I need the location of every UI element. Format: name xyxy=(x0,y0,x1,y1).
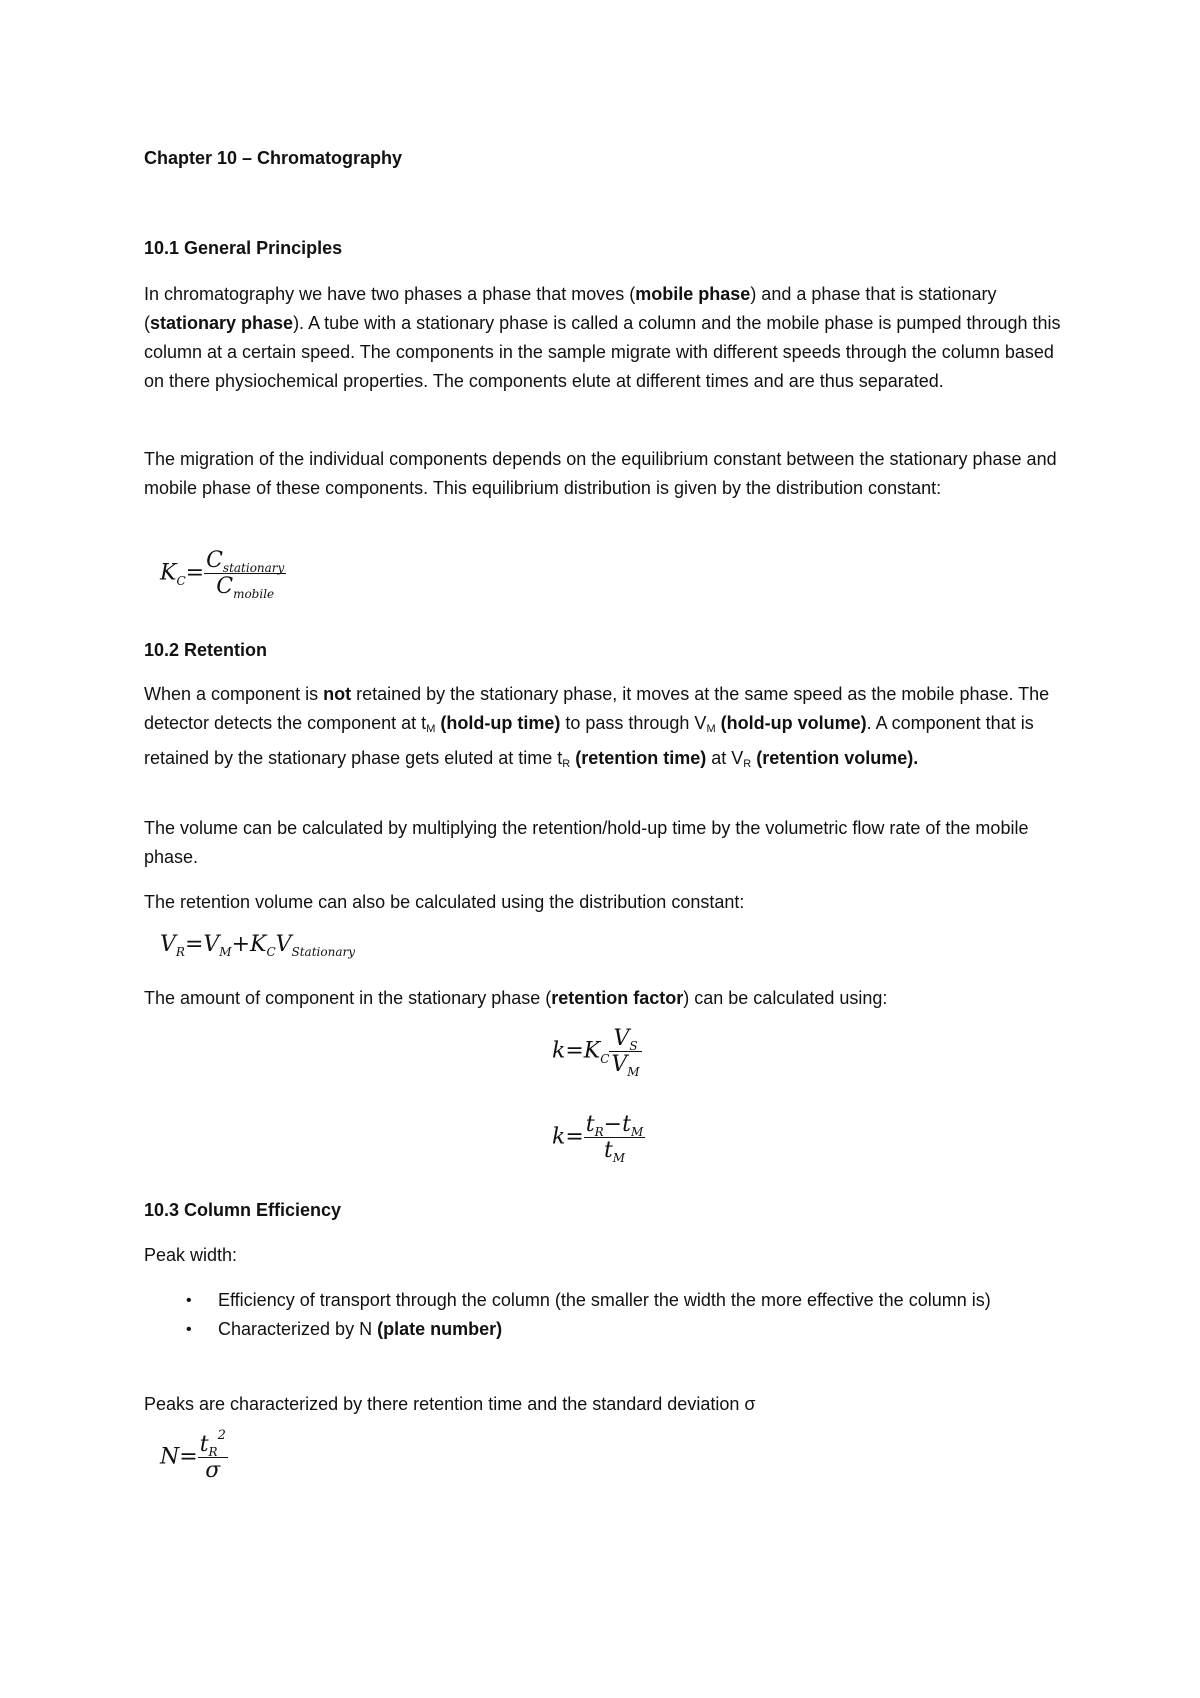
section-heading-general-principles: 10.1 General Principles xyxy=(144,238,343,258)
chapter-title: Chapter 10 – Chromatography xyxy=(144,148,403,168)
paragraph-retention: When a component is not retained by the stationary phase, it moves at the same speed as the mobile phase. The detector detects the component at $t_M$ (hold-up time) to pass through $V_M$ (hold-up volume). A component that is retained by the stationary phase gets eluted at time $t_R$ (retention time) at $V_R$ (retention volume). xyxy=(144,684,1050,770)
bullet-list xyxy=(186,1286,1066,1344)
list-item: • Characterized by N (plate number) xyxy=(186,1315,1066,1344)
paragraph-phases: In chromatography we have two phases a phase that moves (mobile phase) and a phase that is stationary (stationary phase). A tube with a stationary phase is called a column and the mobile phase is pumped through this column at a certain speed. The components in the sample migrate with different speeds through the column based on there physiochemical properties. The components elute at different times and are thus separated. xyxy=(144,284,1061,391)
bullet-glyph: • xyxy=(186,1321,192,1338)
equation-plate-number: N= $\frac{t_R^2}{\sigma}$ xyxy=(160,1428,226,1483)
list-item: • Efficiency of transport through the column (the smaller the width the more effective the column is) xyxy=(186,1286,1066,1315)
equation-distribution-constant: $K_C=$ $\frac{C_{stationary}}{C_{mobile}}$ xyxy=(160,548,285,601)
section-heading-column-efficiency: 10.3 Column Efficiency xyxy=(144,1200,342,1220)
paragraph-volume: The volume can be calculated by multiplying the retention/hold-up time by the volumetric flow rate of the mobile phase. xyxy=(144,818,1029,867)
equation-retention-factor-volume: $k=K_C$ $\frac{V_S}{V_M}$ xyxy=(552,1026,640,1079)
paragraph-migration: The migration of the individual components depends on the equilibrium constant between the stationary phase and mobile phase of these components. This equilibrium distribution is given by the distribution constant: xyxy=(144,449,1057,498)
equation-retention-factor-time: k= $\frac{t_R-t_M}{t_M}$ xyxy=(552,1112,644,1165)
paragraph-peak-width: Peak width: xyxy=(144,1245,238,1265)
paragraph-peaks: Peaks are characterized by there retention time and the standard deviation σ xyxy=(144,1394,756,1414)
paragraph-retention-volume: The retention volume can also be calculated using the distribution constant: xyxy=(144,892,745,912)
section-heading-retention: 10.2 Retention xyxy=(144,640,268,660)
paragraph-retention-factor: The amount of component in the stationary phase (retention factor) can be calculated using: xyxy=(144,988,888,1008)
equation-retention-volume: $V_R=V_M+K_CV_{Stationary}$ xyxy=(160,932,355,959)
bullet-glyph: • xyxy=(186,1292,192,1309)
